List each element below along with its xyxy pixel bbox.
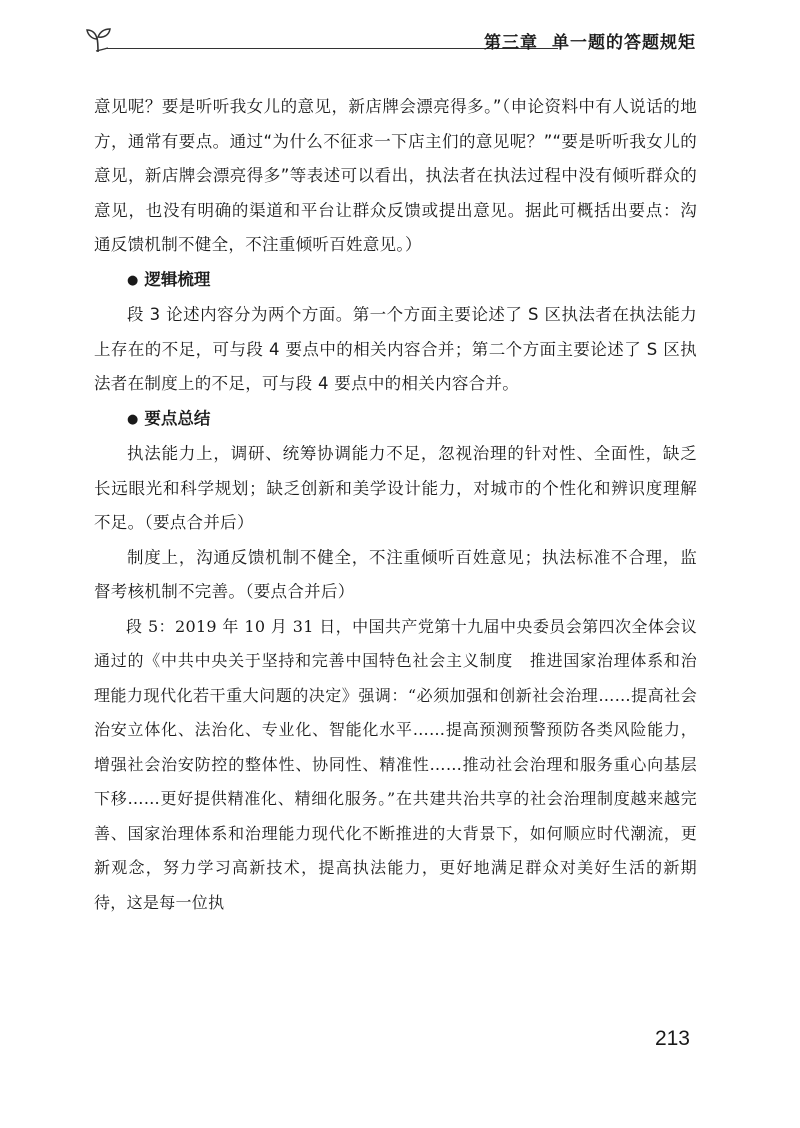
section-heading-summary xyxy=(94,402,697,438)
paragraph-summary-system: 制度上，沟通反馈机制不健全，不注重倾听百姓意见；执法标准不合理，监督考核机制不完善。（要点合并后） xyxy=(94,547,697,601)
chapter-number: 第三章 xyxy=(484,33,538,53)
paragraph-logic: 段 3 论述内容分为两个方面。第一个方面主要论述了 S 区执法者在执法能力上存在的不足，可与段 4 要点中的相关内容合并；第二个方面主要论述了 S 区执法者在制度上的不足，可与段 4 要点中的相关内容合并。 xyxy=(94,305,697,393)
paragraph-section-5: 段 5：2019 年 10 月 31 日，中国共产党第十九届中央委员会第四次全体会议通过的《中共中央关于坚持和完善中国特色社会主义制度 推进国家治理体系和治理能力现代化若干重大问题的决定》强调：“必须加强和创新社会治理……提高社会治安立体化、法治化、专业化、智能化水平……提高预测预警预防各类风险能力，增强社会治安防控的整体性、协同性、精准性……推动社会治理和服务重心向基层下移……更好提供精准化、精细化服务。”在共建共治共享的社会治理制度越来越完善、国家治理体系和治理能力现代化不断推进的大背景下，如何顺应时代潮流，更新观念，努力学习高新技术，提高执法能力，更好地满足群众对美好生活的新期待，这是每一位执 xyxy=(94,616,697,912)
paragraph-summary-ability: 执法能力上，调研、统筹协调能力不足，忽视治理的针对性、全面性，缺乏长远眼光和科学规划；缺乏创新和美学设计能力，对城市的个性化和辨识度理解不足。（要点合并后） xyxy=(94,444,697,532)
running-header xyxy=(84,26,698,56)
heading-text: 要点总结 xyxy=(144,408,211,428)
page-content xyxy=(94,90,697,920)
page-number: 213 xyxy=(654,1027,690,1050)
sprout-icon xyxy=(84,26,114,54)
paragraph-continued: 意见呢？要是听听我女儿的意见，新店牌会漂亮得多。”（申论资料中有人说话的地方，通常有要点。通过“为什么不征求一下店主们的意见呢？”“要是听听我女儿的意见，新店牌会漂亮得多”等表述可以看出，执法者在执法过程中没有倾听群众的意见，也没有明确的渠道和平台让群众反馈或提出意见。据此可概括出要点：沟通反馈机制不健全，不注重倾听百姓意见。） xyxy=(94,97,697,254)
chapter-title xyxy=(484,28,696,53)
bullet-icon: ● xyxy=(127,272,139,288)
chapter-name: 单一题的答题规矩 xyxy=(552,33,696,53)
section-heading-logic xyxy=(94,263,697,299)
heading-text: 逻辑梳理 xyxy=(144,269,211,289)
bullet-icon: ● xyxy=(127,411,139,427)
